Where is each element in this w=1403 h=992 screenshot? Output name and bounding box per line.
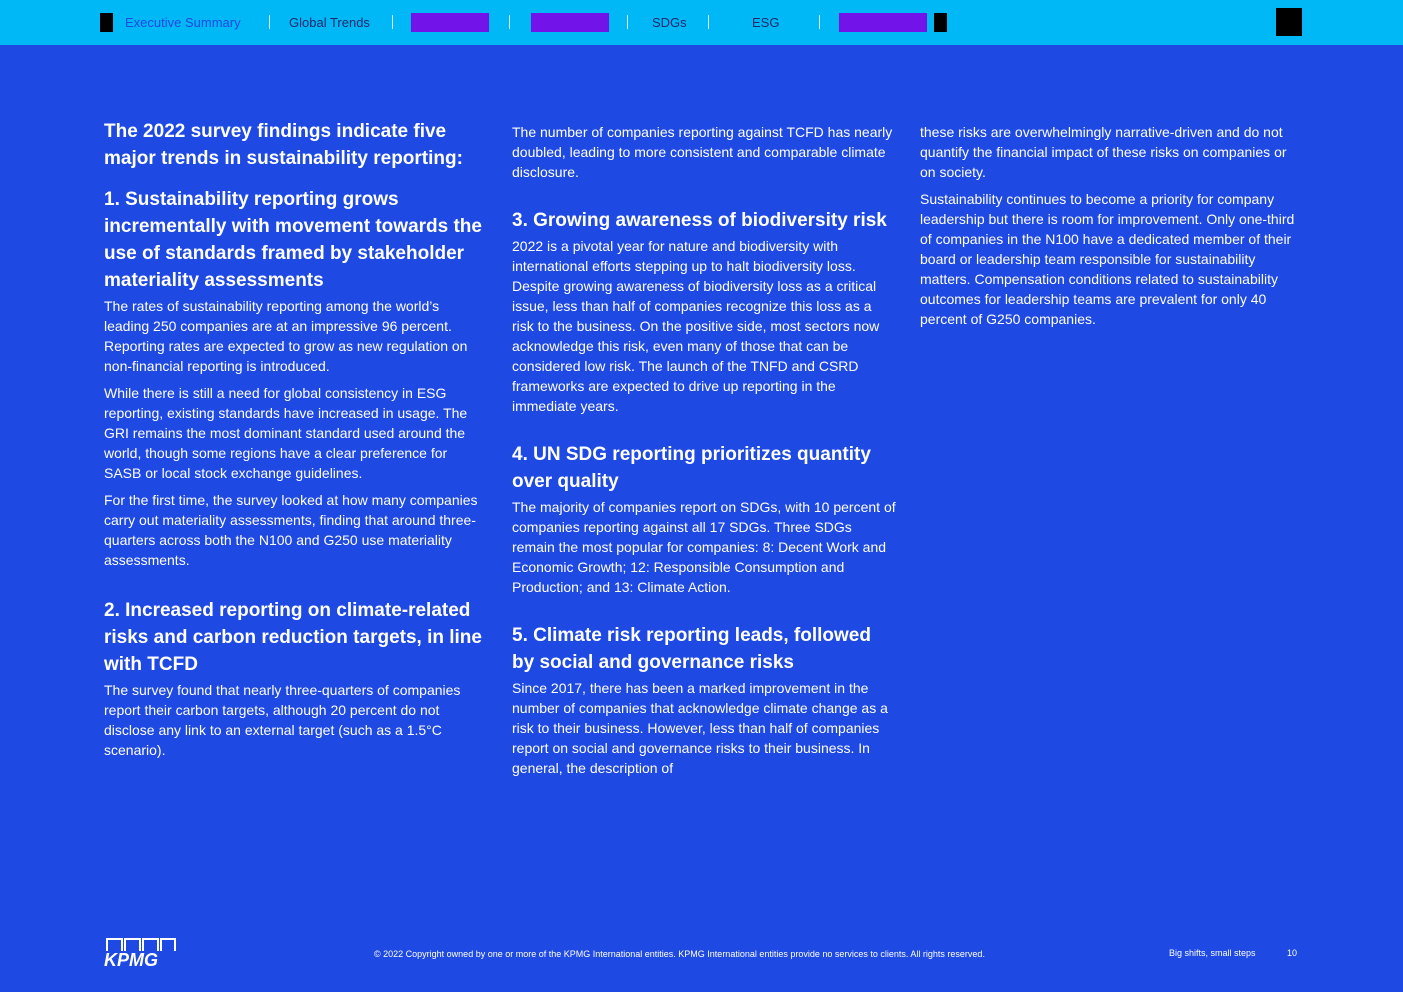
trend-4-heading: 4. UN SDG reporting prioritizes quantity over quality [512,444,871,492]
trend-5-heading: 5. Climate risk reporting leads, followed by social and governance risks [512,625,871,673]
nav-divider [708,15,709,29]
top-navigation-bar [0,0,1403,45]
kpmg-logo-text: KPMG [104,950,158,968]
nav-tab-sdgs[interactable]: SDGs [652,15,687,30]
nav-tab-global-trends[interactable]: Global Trends [289,15,370,30]
trend-1-paragraph-3: For the first time, the survey looked at how many companies carry out materiality assessments, finding that around three-quarters across both the N100 and G250 use materiality assessments. [104,492,478,568]
intro-heading: The 2022 survey findings indicate five major trends in sustainability reporting: [104,121,463,169]
nav-tab-esg[interactable]: ESG [752,15,780,30]
nav-tab-3[interactable] [411,13,489,32]
nav-menu-button[interactable] [1276,8,1302,36]
nav-tab-7[interactable] [839,13,927,32]
nav-divider [627,15,628,29]
trend-3-paragraph-1: 2022 is a pivotal year for nature and biodiversity with international efforts stepping up to halt biodiversity loss. Despite growing awareness of biodiversity loss as a critical issue, less than half of companies recognize this loss as a risk to the business. On the positive side, most sectors now acknowledge this risk, even many of those that can be considered low risk. The launch of the TNFD and CSRD frameworks are expected to drive up reporting in the immediate years. [512,238,880,414]
trend-2-paragraph-2: The number of companies reporting against TCFD has nearly doubled, leading to more consistent and comparable climate disclosure. [512,124,893,180]
kpmg-logo [104,938,176,968]
trend-2-paragraph-1: The survey found that nearly three-quarters of companies report their carbon targets, although 20 percent do not disclose any link to an external target (such as a 1.5°C scenario). [104,682,461,758]
trend-3-heading: 3. Growing awareness of biodiversity risk [512,210,887,231]
trend-5-paragraph-1-continued: these risks are overwhelmingly narrative-driven and do not quantify the financial impact of these risks on companies or on society. [920,124,1287,180]
content-column-2 [512,122,896,785]
content-column-3 [920,122,1304,336]
page-number: 10 [1287,948,1298,958]
nav-tab-4[interactable] [531,13,609,32]
trend-4-paragraph-1: The majority of companies report on SDGs, with 10 percent of companies reporting against all 17 SDGs. Three SDGs remain the most popular for companies: 8: Decent Work and Economic Growth; 12: Responsible Consumption and Production; and 13: Climate Action. [512,499,896,595]
nav-marker-end [934,13,947,32]
nav-divider [509,15,510,29]
nav-divider [392,15,393,29]
copyright-notice: © 2022 Copyright owned by one or more of the KPMG International entities. KPMG International entities provide no services to clients. All rights reserved. [374,949,985,959]
trend-1-heading: 1. Sustainability reporting grows incrementally with movement towards the use of standards framed by stakeholder materiality assessments [104,189,482,291]
trend-5-paragraph-2: Sustainability continues to become a priority for company leadership but there is room for improvement. Only one-third of companies in the N100 have a dedicated member of their board or leadership team responsible for sustainability matters. Compensation conditions related to sustainability outcomes for leadership teams are prevalent for only 40 percent of G250 companies. [920,191,1295,327]
trend-5-paragraph-1: Since 2017, there has been a marked improvement in the number of companies that acknowledge climate change as a risk to their business. However, less than half of companies report on social and governance risks to their business. In general, the description of [512,680,888,776]
trend-1-paragraph-2: While there is still a need for global consistency in ESG reporting, existing standards have increased in usage. The GRI remains the most dominant standard used around the world, though some regions have a clear preference for SASB or local stock exchange guidelines. [104,385,468,481]
nav-divider [819,15,820,29]
content-column-1 [104,118,488,767]
trend-1-paragraph-1: The rates of sustainability reporting among the world’s leading 250 companies are at an impressive 96 percent. Reporting rates are expected to grow as new regulation on non-financial reporting is introduced. [104,298,468,374]
nav-divider [269,15,270,29]
nav-active-marker [100,13,113,32]
document-title: Big shifts, small steps [1169,948,1256,958]
nav-tab-executive-summary[interactable]: Executive Summary [125,15,241,30]
trend-2-heading: 2. Increased reporting on climate-related risks and carbon reduction targets, in line with TCFD [104,600,482,675]
